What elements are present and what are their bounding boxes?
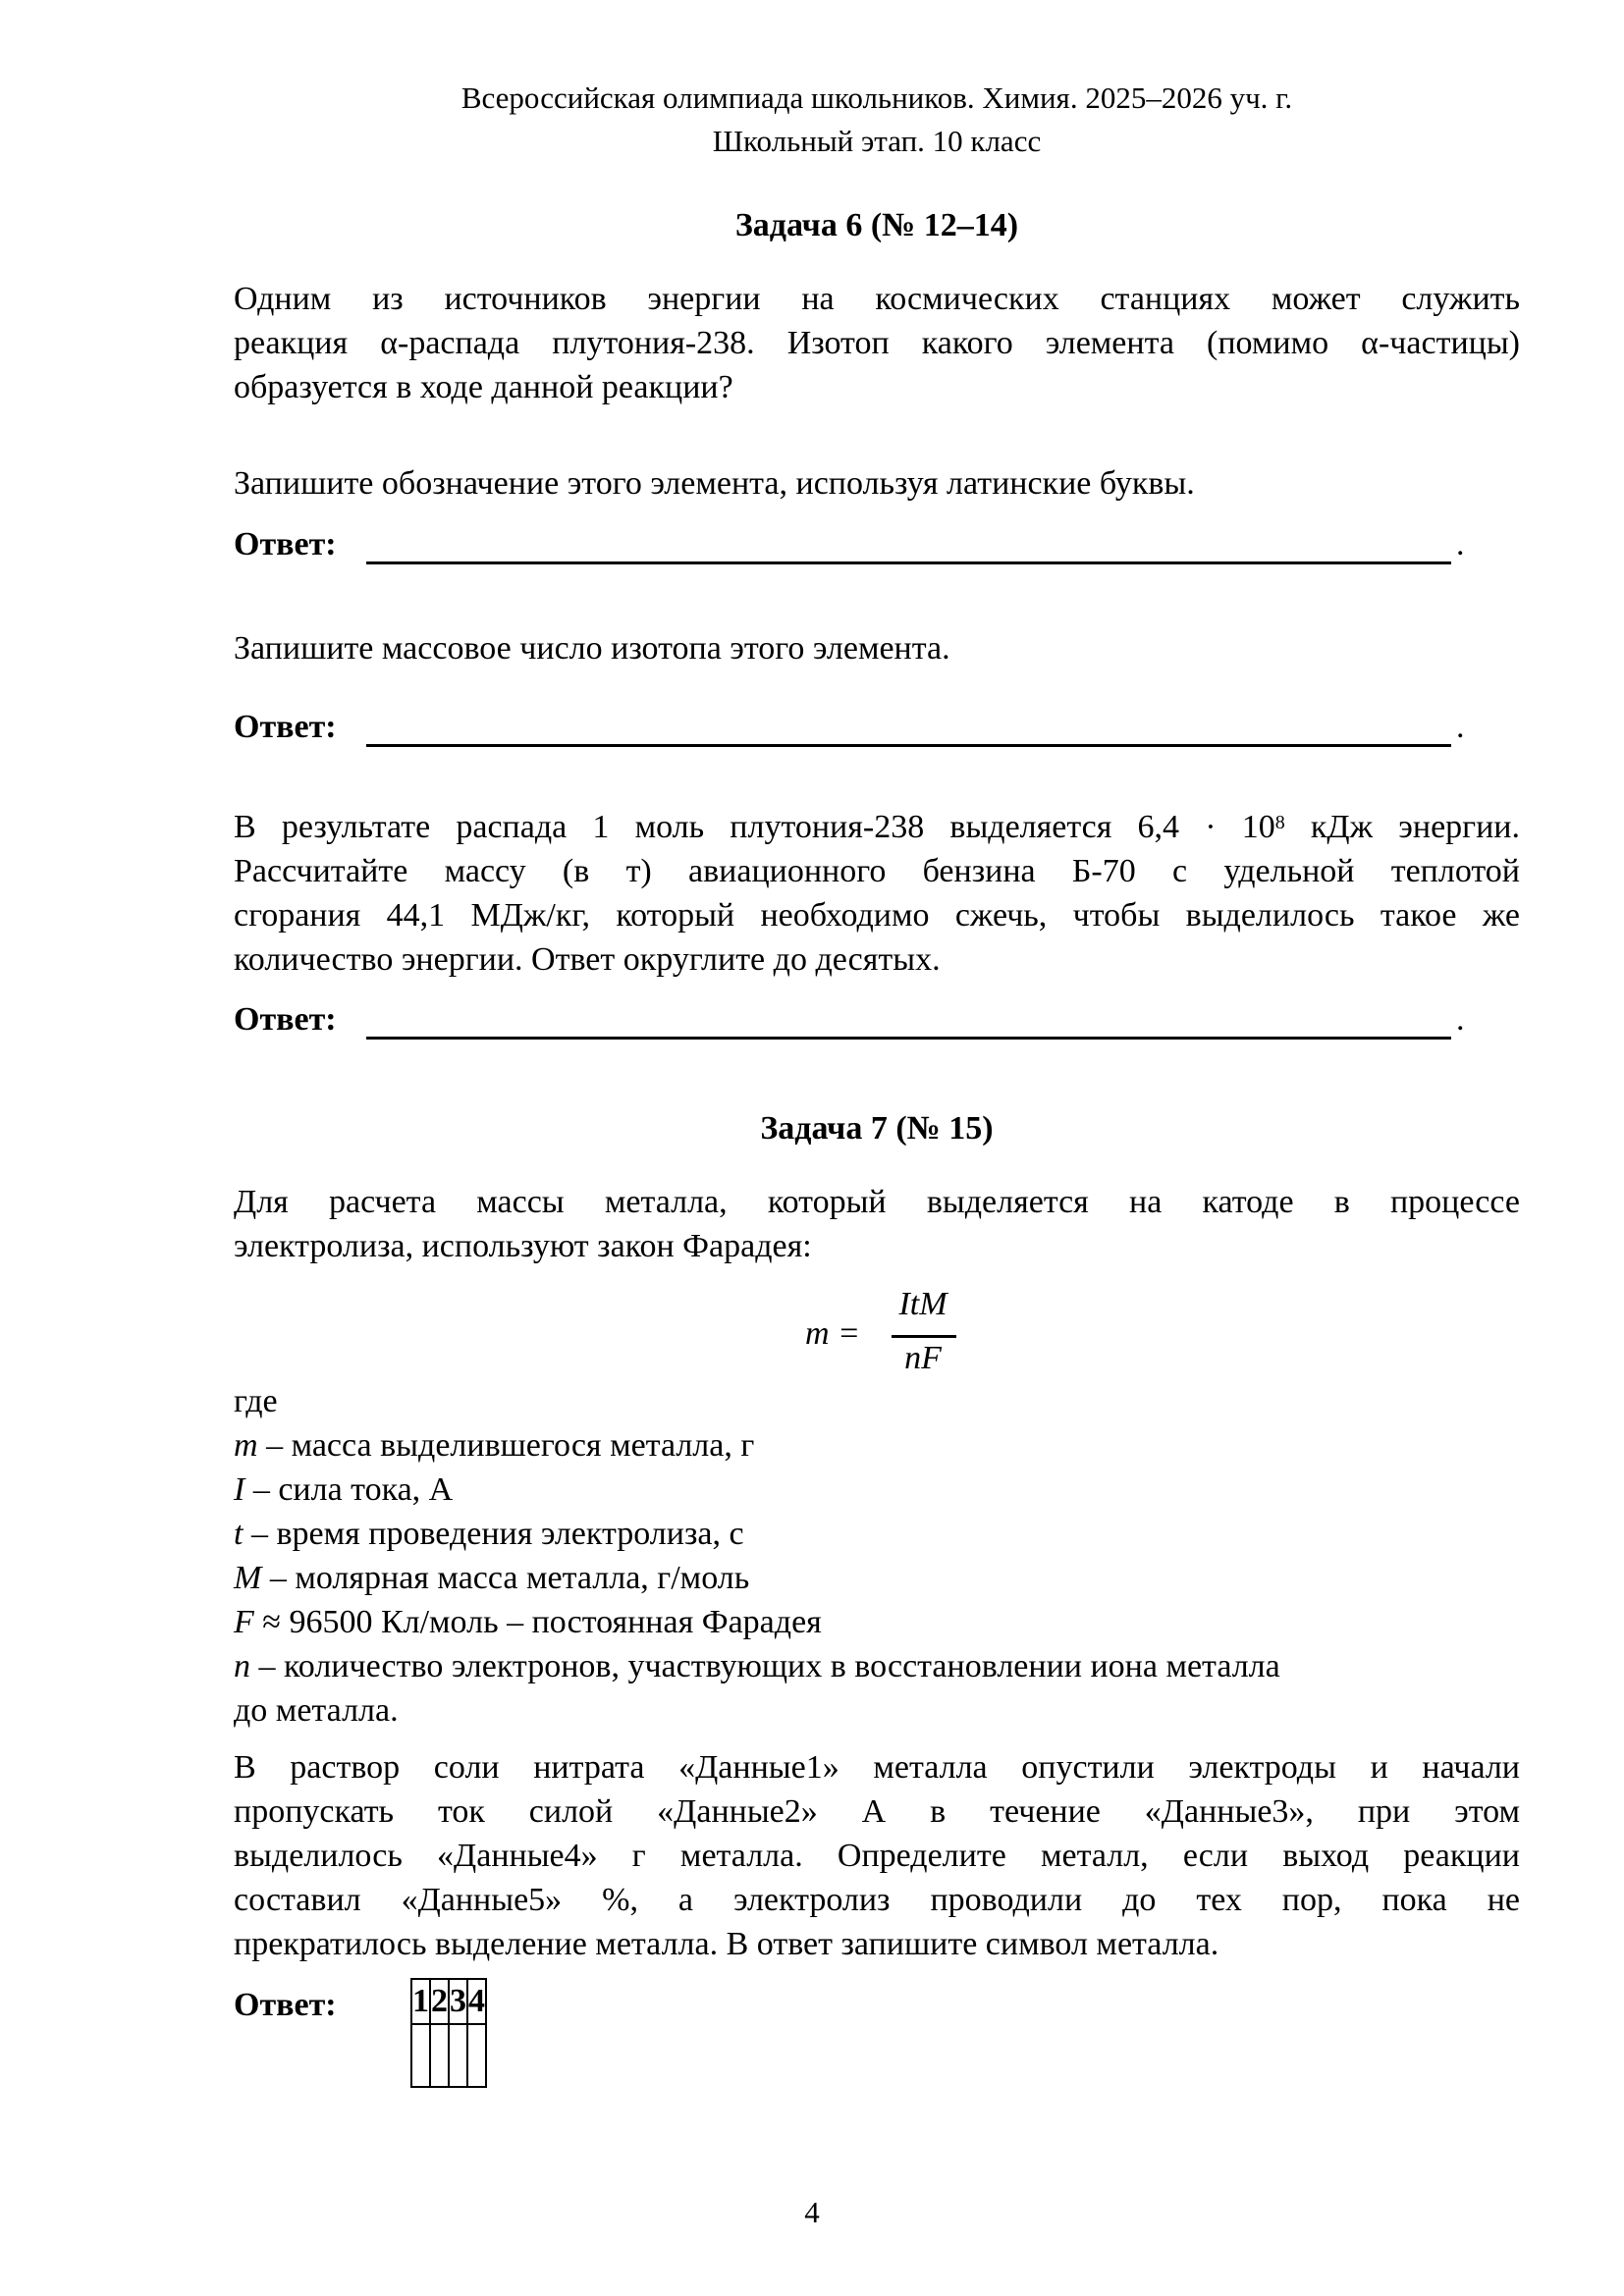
q3-text: В результате распада 1 моль плутония-238 выделяется 6,4 · 10: [234, 809, 1275, 845]
definition-item: [234, 1556, 1280, 1600]
page-header: [234, 77, 1520, 163]
definition-item: [234, 1512, 1280, 1556]
symbol: m: [234, 1427, 258, 1464]
symbol: t: [234, 1516, 244, 1552]
answer-cell[interactable]: [449, 2024, 467, 2087]
task6-answer-2: [234, 705, 1530, 754]
definition-item: [234, 1644, 1280, 1688]
q3-tail: кДж энергии.: [1284, 809, 1521, 845]
symbol: M: [234, 1560, 262, 1596]
answer-label: Ответ:: [234, 1987, 337, 2023]
answer-table: [410, 1978, 487, 2088]
task6-intro-line: образуется в ходе данной реакции?: [234, 369, 733, 405]
definition-text: – количество электронов, участвующих в восстановлении иона металла: [250, 1648, 1280, 1684]
answer-label: Ответ:: [234, 709, 337, 745]
definition-item: [234, 1423, 1280, 1468]
formula-denominator: nF: [904, 1340, 942, 1376]
symbol: n: [234, 1648, 250, 1684]
task6-intro-line: реакция α-распада плутония-238. Изотоп какого элемента (помимо α-частицы): [234, 325, 1520, 361]
task6-question-3: [234, 805, 1520, 982]
task6-answer-1: [234, 522, 1530, 571]
task7-intro: [234, 1180, 1520, 1268]
answer-dot: .: [1456, 709, 1465, 745]
answer-table-input-row: [411, 2024, 486, 2087]
symbol: F: [234, 1604, 254, 1640]
answer-label: Ответ:: [234, 1001, 337, 1038]
symbol: I: [234, 1471, 245, 1508]
answer-dot: .: [1456, 526, 1465, 562]
page-number: 4: [804, 2195, 820, 2229]
answer-blank-line[interactable]: [366, 744, 1451, 747]
answer-label: Ответ:: [234, 526, 337, 562]
task6-q3-line: [234, 805, 1520, 849]
definition-text: – сила тока, А: [244, 1471, 454, 1508]
formula-lhs: m =: [805, 1315, 860, 1352]
task7-problem-line: прекратилось выделение металла. В ответ запишите символ металла.: [234, 1926, 1219, 1962]
task7-problem: [234, 1745, 1520, 1966]
task6-q3-line: сгорания 44,1 МДж/кг, который необходимо сжечь, чтобы выделилось такое же: [234, 897, 1520, 934]
task7-problem-line: составил «Данные5» %, а электролиз проводили до тех пор, пока не: [234, 1882, 1520, 1918]
answer-blank-line[interactable]: [366, 1037, 1451, 1040]
definition-continuation: до металла.: [234, 1692, 399, 1729]
answer-cell[interactable]: [430, 2024, 449, 2087]
exponent: 8: [1274, 812, 1285, 833]
task7-problem-line: выделилось «Данные4» г металла. Определите металл, если выход реакции: [234, 1838, 1520, 1874]
formula-definitions: [234, 1379, 1280, 1733]
answer-dot: .: [1456, 1001, 1465, 1038]
answer-table-header: 3: [449, 1979, 467, 2024]
definition-text: – молярная масса металла, г/моль: [261, 1560, 750, 1596]
task7-intro-line: Для расчета массы металла, который выделяется на катоде в процессе: [234, 1184, 1520, 1220]
task7-problem-line: В раствор соли нитрата «Данные1» металла опустили электроды и начали: [234, 1749, 1520, 1786]
definition-text: – время проведения электролиза, с: [243, 1516, 744, 1552]
faraday-formula: [805, 1286, 962, 1384]
task6-title: Задача 6 (№ 12–14): [734, 207, 1019, 243]
task6-intro-line: Одним из источников энергии на космических станциях может служить: [234, 281, 1520, 317]
task6-q3-line: Рассчитайте массу (в т) авиационного бензина Б-70 с удельной теплотой: [234, 853, 1520, 889]
where-label: где: [234, 1383, 278, 1419]
answer-blank-line[interactable]: [366, 561, 1451, 564]
header-olympiad-title: Всероссийская олимпиада школьников. Химия. 2025–2026 уч. г.: [460, 80, 1293, 115]
definition-text: ≈ 96500 Кл/моль – постоянная Фарадея: [253, 1604, 822, 1640]
header-stage-grade: Школьный этап. 10 класс: [712, 124, 1042, 158]
definition-text: – масса выделившегося металла, г: [257, 1427, 755, 1464]
task6-question-2: Запишите массовое число изотопа этого элемента.: [234, 630, 950, 667]
answer-table-header: 1: [411, 1979, 430, 2024]
task7-title: Задача 7 (№ 15): [760, 1110, 994, 1147]
formula-numerator: ItM: [898, 1286, 947, 1322]
answer-table-header-row: [411, 1979, 486, 2024]
answer-table-header: 2: [430, 1979, 449, 2024]
answer-cell[interactable]: [467, 2024, 486, 2087]
answer-table-header: 4: [467, 1979, 486, 2024]
task7-problem-line: пропускать ток силой «Данные2» А в течение «Данные3», при этом: [234, 1793, 1520, 1830]
definition-item: [234, 1600, 1280, 1644]
task7-intro-line: электролиза, используют закон Фарадея:: [234, 1228, 812, 1264]
task6-intro: [234, 277, 1520, 409]
task6-answer-3: [234, 997, 1530, 1046]
task6-question-1: Запишите обозначение этого элемента, используя латинские буквы.: [234, 465, 1195, 502]
definition-item: [234, 1468, 1280, 1512]
fraction-bar: [892, 1335, 956, 1338]
answer-cell[interactable]: [411, 2024, 430, 2087]
task6-q3-line: количество энергии. Ответ округлите до десятых.: [234, 941, 941, 978]
